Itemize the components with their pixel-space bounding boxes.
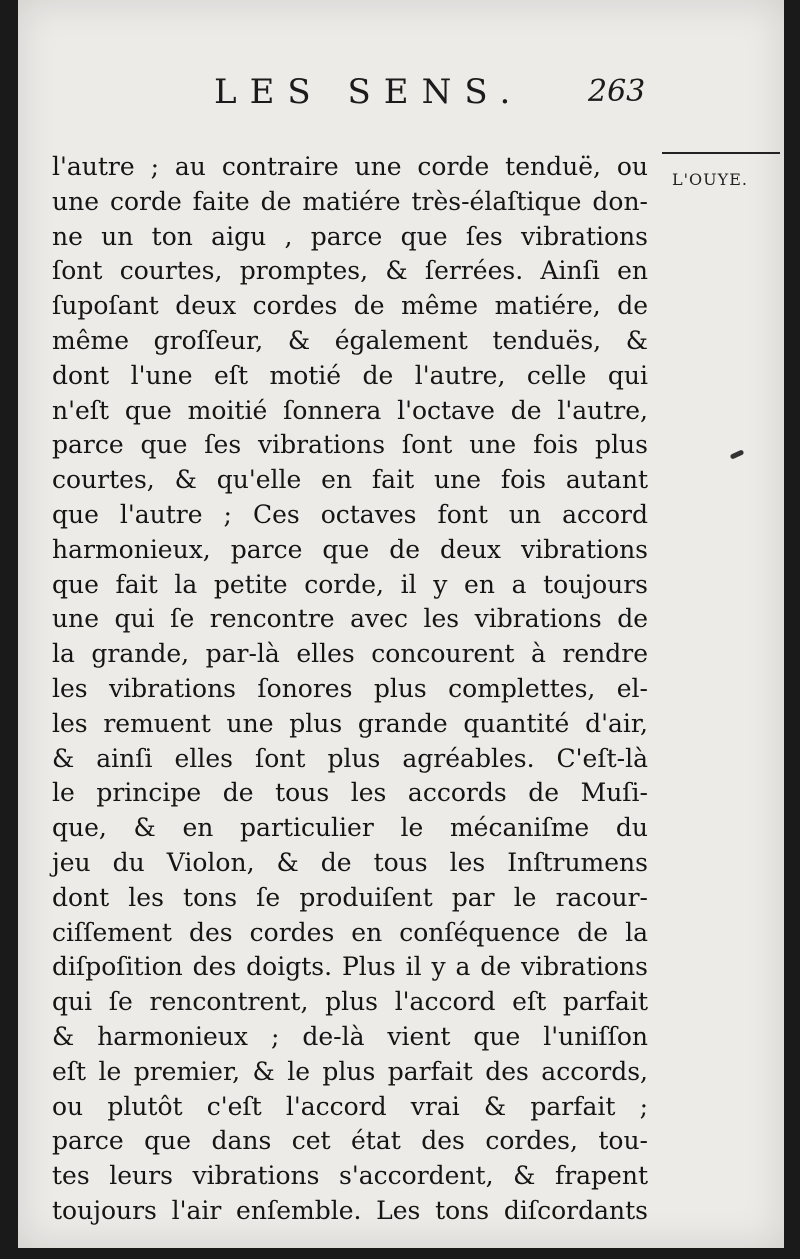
margin-rule (662, 152, 780, 154)
text-line: les remuent une plus grande quantité d'air, (52, 708, 648, 738)
page-number: 263 (588, 74, 646, 109)
text-line: que l'autre ; Ces octaves font un accord (52, 499, 648, 529)
text-line: l'autre ; au contraire une corde tenduë, ou (52, 152, 648, 181)
text-line: diſpoſition des doigts. Plus il y a de vibrations (52, 952, 648, 982)
running-head (18, 72, 784, 116)
text-line: harmonieux, parce que de deux vibrations (52, 534, 648, 564)
text-line: ou plutôt c'eſt l'accord vrai & parfait ; (52, 1091, 648, 1121)
text-line: ciſſement des cordes en conſéquence de la (52, 917, 648, 947)
text-line: ſupoſant deux cordes de même matiére, de (52, 291, 648, 321)
text-line: & ainſi elles ſont plus agréables. C'eſt-là (52, 743, 648, 773)
text-line: n'eſt que moitié ſonnera l'octave de l'autre, (52, 395, 648, 425)
text-line: courtes, & qu'elle en fait une fois autant (52, 465, 648, 495)
text-line: une qui ſe rencontre avec les vibrations de (52, 604, 648, 634)
margin-note: L'OUYE. (672, 170, 748, 189)
text-line: même groſſeur, & également tenduës, & (52, 325, 648, 355)
text-line: que, & en particulier le mécaniſme du (52, 813, 648, 843)
text-line: ne un ton aigu , parce que ſes vibrations (52, 221, 648, 251)
text-line: que fait la petite corde, il y en a toujours (52, 569, 648, 599)
text-line: qui ſe rencontrent, plus l'accord eſt parfait (52, 987, 648, 1017)
text-line: la grande, par-là elles concourent à rendre (52, 639, 648, 669)
text-line: dont les tons ſe produiſent par le racour- (52, 882, 648, 912)
text-line: toujours l'air enſemble. Les tons diſcordants (52, 1195, 648, 1225)
text-line: le principe de tous les accords de Muſi- (52, 778, 648, 808)
text-line: eſt le premier, & le plus parfait des accords, (52, 1056, 648, 1086)
text-line: parce que dans cet état des cordes, tou- (52, 1126, 648, 1156)
text-line: dont l'une eſt motié de l'autre, celle qui (52, 360, 648, 390)
text-line: parce que ſes vibrations ſont une fois plus (52, 430, 648, 460)
running-title: LES SENS. (214, 72, 524, 112)
text-line: jeu du Violon, & de tous les Inſtrumens (52, 847, 648, 877)
text-line: une corde faite de matiére très-élaſtique don- (52, 186, 648, 216)
text-line: les vibrations ſonores plus complettes, el- (52, 673, 648, 703)
body-text (52, 150, 648, 1229)
book-page (18, 0, 784, 1248)
text-line: ſont courtes, promptes, & ſerrées. Ainſi en (52, 256, 648, 286)
text-line: tes leurs vibrations s'accordent, & frapent (52, 1161, 648, 1191)
ink-speck (730, 449, 745, 459)
text-line: & harmonieux ; de-là vient que l'uniſſon (52, 1021, 648, 1051)
